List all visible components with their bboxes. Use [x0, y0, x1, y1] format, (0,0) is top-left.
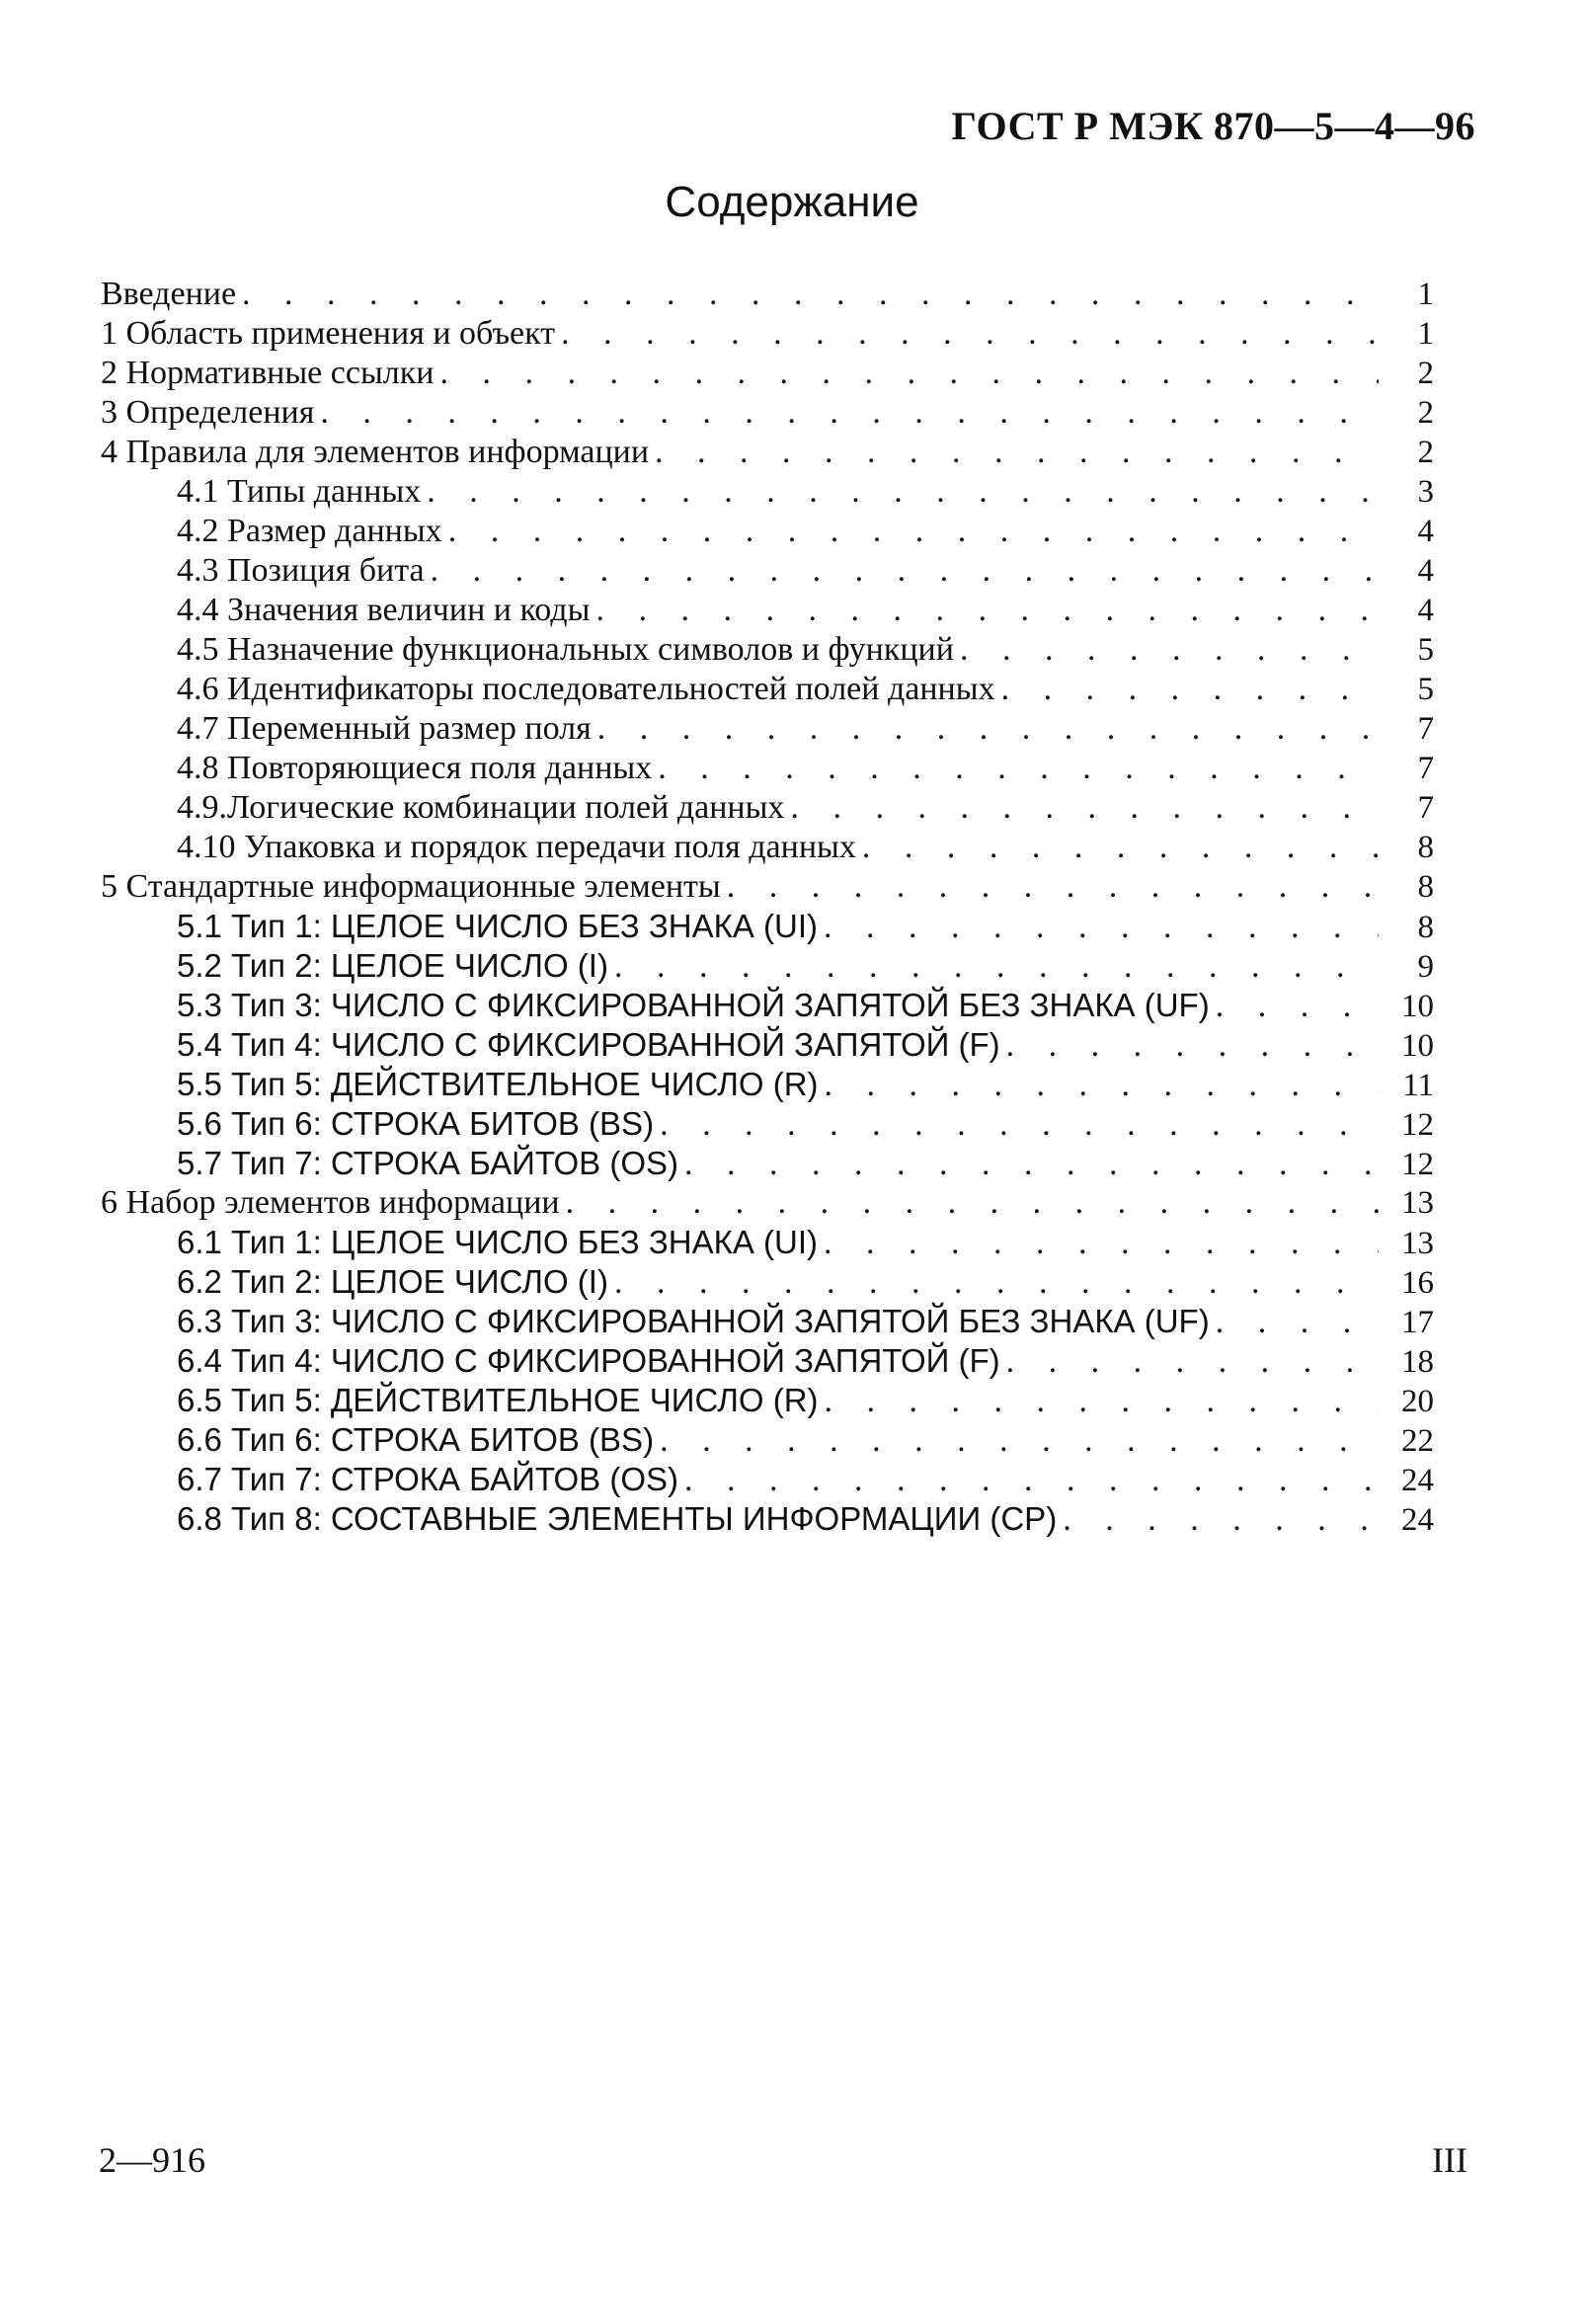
toc-entry-title: 4.10 Упаковка и порядок передачи поля данных — [177, 829, 856, 865]
toc-entry-page: 8 — [1417, 830, 1434, 865]
toc-entry-page: 2 — [1417, 435, 1434, 470]
toc-entry[interactable] — [101, 1104, 1434, 1144]
toc-entry-page: 11 — [1402, 1068, 1434, 1103]
toc-dot-leader — [614, 947, 1379, 987]
toc-dot-leader — [684, 1461, 1379, 1500]
toc-entry[interactable] — [101, 1223, 1434, 1262]
toc-entry[interactable] — [101, 1183, 1434, 1223]
toc-dot-leader — [824, 908, 1379, 947]
toc-entry[interactable] — [101, 946, 1434, 986]
toc-entry-title: 6 Набор элементов информации — [101, 1184, 560, 1221]
toc-entry-title: 5.4 Тип 4: ЧИСЛО С ФИКСИРОВАННОЙ ЗАПЯТОЙ (F) — [177, 1026, 1000, 1063]
toc-dot-leader — [448, 512, 1379, 551]
toc-entry-title: 6.8 Тип 8: СОСТАВНЫЕ ЭЛЕМЕНТЫ ИНФОРМАЦИИ (CP) — [177, 1500, 1058, 1537]
footer-signature: 2—916 — [99, 2140, 205, 2180]
toc-entry-page: 16 — [1401, 1265, 1434, 1301]
toc-entry[interactable] — [101, 512, 1434, 551]
toc-dot-leader — [660, 1105, 1379, 1145]
toc-entry[interactable] — [101, 1065, 1434, 1104]
toc-entry-page: 4 — [1417, 553, 1434, 589]
toc-entry-title: 6.3 Тип 3: ЧИСЛО С ФИКСИРОВАННОЙ ЗАПЯТОЙ БЕЗ ЗНАКА (UF) — [177, 1303, 1210, 1339]
toc-entry[interactable] — [101, 354, 1434, 393]
toc-entry-page: 22 — [1401, 1423, 1434, 1459]
toc-entry[interactable] — [101, 1341, 1434, 1381]
toc-dot-leader — [825, 1066, 1379, 1105]
toc-entry-title: 4.5 Назначение функциональных символов и функций — [177, 631, 954, 668]
toc-dot-leader — [727, 867, 1379, 907]
toc-entry[interactable] — [101, 551, 1434, 591]
toc-entry-page: 2 — [1417, 395, 1434, 431]
toc-entry-title: 4.1 Типы данных — [177, 473, 422, 510]
toc-entry-title: 6.5 Тип 5: ДЕЙСТВИТЕЛЬНОЕ ЧИСЛО (R) — [177, 1382, 819, 1418]
toc-entry[interactable] — [101, 709, 1434, 749]
toc-dot-leader — [825, 1382, 1379, 1421]
toc-entry-page: 7 — [1417, 711, 1434, 747]
toc-entry[interactable] — [101, 433, 1434, 472]
toc-entry-title: 6.7 Тип 7: СТРОКА БАЙТОВ (OS) — [177, 1461, 679, 1497]
toc-entry[interactable] — [101, 314, 1434, 354]
toc-entry[interactable] — [101, 591, 1434, 630]
toc-entry[interactable] — [101, 670, 1434, 709]
toc-entry-title: 6.6 Тип 6: СТРОКА БИТОВ (BS) — [177, 1421, 655, 1458]
toc-entry-page: 9 — [1417, 949, 1434, 985]
toc-entry-page: 2 — [1417, 356, 1434, 391]
toc-dot-leader — [1216, 1303, 1379, 1342]
toc-entry-title: 5.5 Тип 5: ДЕЙСТВИТЕЛЬНОЕ ЧИСЛО (R) — [177, 1066, 819, 1102]
toc-dot-leader — [597, 709, 1379, 749]
toc-dot-leader — [660, 1421, 1379, 1461]
toc-entry[interactable] — [101, 1302, 1434, 1341]
toc-entry-page: 10 — [1401, 1028, 1434, 1064]
toc-entry[interactable] — [101, 1499, 1434, 1539]
toc-dot-leader — [614, 1263, 1379, 1303]
toc-entry[interactable] — [101, 472, 1434, 512]
toc-entry[interactable] — [101, 986, 1434, 1025]
toc-entry-title: 4.8 Повторяющиеся поля данных — [177, 750, 653, 786]
toc-entry-page: 4 — [1417, 514, 1434, 549]
toc-entry-page: 5 — [1417, 632, 1434, 668]
toc-entry-title: 5.7 Тип 7: СТРОКА БАЙТОВ (OS) — [177, 1145, 679, 1181]
toc-dot-leader — [242, 275, 1379, 314]
toc-entry-title: 6.2 Тип 2: ЦЕЛОЕ ЧИСЛО (I) — [177, 1263, 608, 1300]
toc-dot-leader — [566, 1183, 1379, 1223]
toc-entry-title: Введение — [101, 276, 237, 312]
toc-entry-title: 4.2 Размер данных — [177, 513, 442, 549]
toc-entry-title: 5.1 Тип 1: ЦЕЛОЕ ЧИСЛО БЕЗ ЗНАКА (UI) — [177, 908, 818, 944]
toc-entry-title: 4.4 Значения величин и коды — [177, 592, 591, 628]
toc-dot-leader — [595, 591, 1379, 630]
table-of-contents — [101, 275, 1434, 1539]
toc-dot-leader — [431, 551, 1379, 591]
toc-dot-leader — [658, 749, 1379, 788]
toc-dot-leader — [320, 393, 1379, 433]
toc-dot-leader — [1063, 1500, 1379, 1540]
page-title: Содержание — [665, 178, 919, 226]
toc-entry[interactable] — [101, 393, 1434, 433]
toc-entry[interactable] — [101, 828, 1434, 867]
toc-entry[interactable] — [101, 630, 1434, 670]
toc-entry-page: 7 — [1417, 751, 1434, 786]
toc-entry-page: 12 — [1401, 1107, 1434, 1143]
toc-entry[interactable] — [101, 1262, 1434, 1302]
toc-entry-title: 2 Нормативные ссылки — [101, 355, 435, 391]
toc-entry-page: 20 — [1401, 1384, 1434, 1419]
toc-dot-leader — [684, 1145, 1379, 1184]
toc-entry-title: 4.7 Переменный размер поля — [177, 710, 592, 747]
toc-dot-leader — [427, 472, 1379, 512]
toc-entry-title: 5.2 Тип 2: ЦЕЛОЕ ЧИСЛО (I) — [177, 947, 608, 984]
toc-entry-page: 4 — [1417, 593, 1434, 628]
toc-dot-leader — [1001, 670, 1379, 709]
page-number: III — [1432, 2140, 1467, 2180]
toc-entry[interactable] — [101, 275, 1434, 314]
toc-entry-page: 13 — [1401, 1226, 1434, 1261]
toc-dot-leader — [439, 354, 1379, 393]
toc-dot-leader — [862, 828, 1379, 867]
toc-entry-page: 24 — [1401, 1502, 1434, 1538]
toc-entry-page: 1 — [1417, 316, 1434, 352]
toc-entry-page: 8 — [1417, 910, 1434, 945]
toc-entry-page: 10 — [1401, 989, 1434, 1024]
toc-entry[interactable] — [101, 788, 1434, 828]
toc-entry[interactable] — [101, 1144, 1434, 1183]
toc-entry-page: 24 — [1401, 1463, 1434, 1498]
toc-entry-title: 4.3 Позиция бита — [177, 552, 425, 589]
toc-entry-title: 1 Область применения и объект — [101, 315, 556, 352]
toc-dot-leader — [1006, 1026, 1379, 1066]
toc-entry[interactable] — [101, 749, 1434, 788]
toc-entry-page: 17 — [1401, 1305, 1434, 1340]
toc-entry-title: 5.3 Тип 3: ЧИСЛО С ФИКСИРОВАННОЙ ЗАПЯТОЙ БЕЗ ЗНАКА (UF) — [177, 987, 1210, 1023]
toc-entry-title: 5 Стандартные информационные элементы — [101, 868, 721, 905]
toc-entry-page: 8 — [1417, 869, 1434, 905]
toc-entry[interactable] — [101, 1420, 1434, 1460]
toc-dot-leader — [655, 433, 1379, 472]
toc-entry-title: 6.4 Тип 4: ЧИСЛО С ФИКСИРОВАННОЙ ЗАПЯТОЙ (F) — [177, 1342, 1000, 1379]
toc-entry[interactable] — [101, 1381, 1434, 1420]
toc-entry[interactable] — [101, 1460, 1434, 1499]
toc-dot-leader — [960, 630, 1379, 670]
toc-dot-leader — [561, 314, 1379, 354]
toc-entry-title: 3 Определения — [101, 394, 315, 431]
toc-entry-page: 5 — [1417, 672, 1434, 707]
toc-entry-title: 4 Правила для элементов информации — [101, 434, 650, 470]
toc-entry-page: 12 — [1401, 1147, 1434, 1182]
document-header: ГОСТ Р МЭК 870—5—4—96 — [951, 104, 1475, 148]
toc-entry-title: 5.6 Тип 6: СТРОКА БИТОВ (BS) — [177, 1105, 655, 1142]
toc-entry-page: 18 — [1401, 1344, 1434, 1380]
toc-entry-title: 4.6 Идентификаторы последовательностей полей данных — [177, 671, 995, 707]
toc-dot-leader — [824, 1224, 1379, 1263]
toc-dot-leader — [790, 788, 1379, 828]
toc-entry-page: 3 — [1417, 474, 1434, 510]
toc-entry[interactable] — [101, 907, 1434, 946]
toc-dot-leader — [1216, 987, 1379, 1026]
toc-entry-title: 4.9.Логические комбинации полей данных — [177, 789, 785, 826]
toc-entry-page: 7 — [1417, 790, 1434, 826]
toc-entry[interactable] — [101, 1025, 1434, 1065]
toc-dot-leader — [1006, 1342, 1379, 1382]
toc-entry-title: 6.1 Тип 1: ЦЕЛОЕ ЧИСЛО БЕЗ ЗНАКА (UI) — [177, 1224, 818, 1260]
toc-entry[interactable] — [101, 867, 1434, 907]
toc-entry-page: 13 — [1401, 1185, 1434, 1221]
toc-entry-page: 1 — [1417, 277, 1434, 312]
